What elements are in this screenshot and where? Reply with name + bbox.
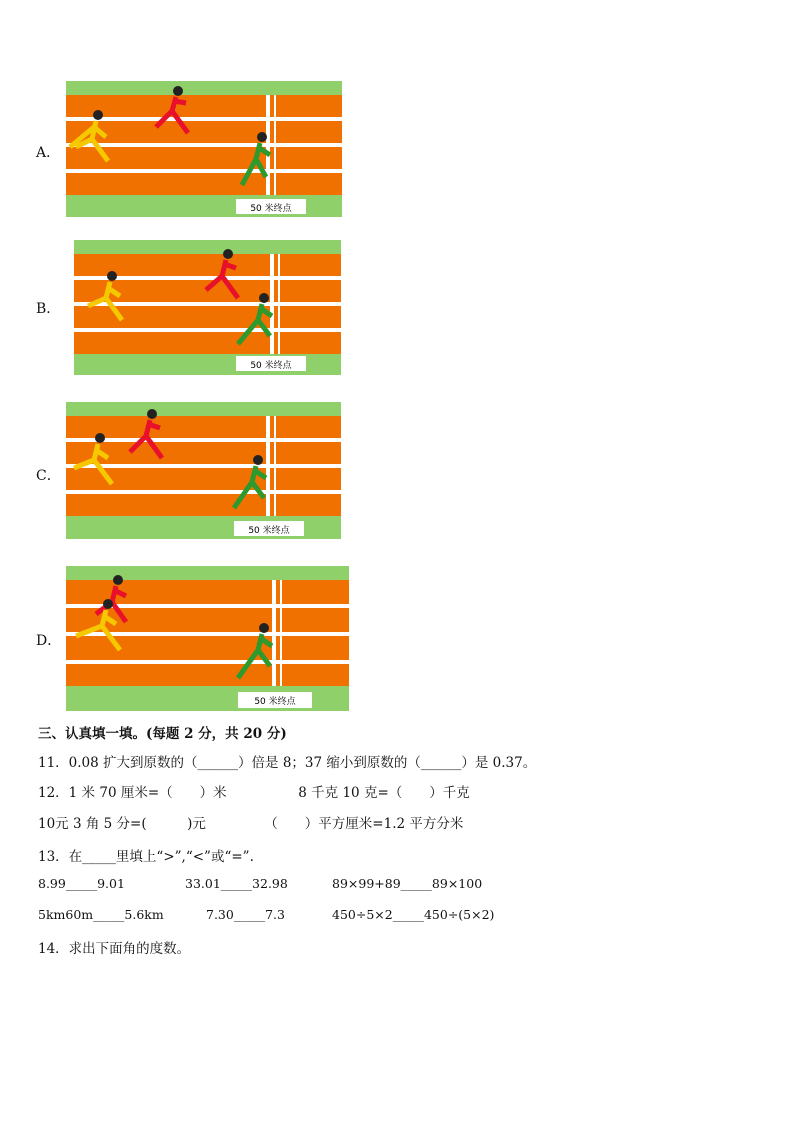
section-title: 三、认真填一填。(每题 2 分，共 20 分) — [38, 726, 287, 742]
finish-label-c: 50 米终点 — [248, 526, 290, 536]
question-11: 11．0.08 扩大到原数的（______）倍是 8；37 缩小到原数的（______）是 0.37。 — [38, 755, 537, 771]
compare-item: 33.01_____32.98 — [185, 876, 288, 891]
q12-kilogram-blank: 8 千克 10 克=（ ）千克 — [298, 785, 470, 801]
compare-item: 89×99+89_____89×100 — [332, 876, 483, 891]
question-13: 13．在_____里填上“>”,“<”或“=”. — [38, 849, 254, 865]
option-d-label: D． — [36, 633, 62, 649]
question-12-line-2 — [38, 812, 463, 832]
finish-label-a: 50 米终点 — [250, 204, 292, 214]
option-b-label: B． — [36, 301, 61, 317]
finish-label-b: 50 米终点 — [250, 361, 292, 371]
q12-area-blank: （ ）平方厘米=1.2 平方分米 — [264, 816, 464, 832]
q12-meter-blank: 12．1 米 70 厘米=（ ）米 — [38, 785, 227, 801]
compare-item: 7.30_____7.3 — [206, 907, 285, 922]
track-image-d — [66, 566, 349, 711]
compare-item: 8.99_____9.01 — [38, 876, 125, 891]
track-image-c — [66, 402, 341, 539]
question-12-line-1 — [38, 781, 470, 801]
track-image-a — [66, 81, 342, 217]
option-c-label: C． — [36, 468, 61, 484]
question-14: 14．求出下面角的度数。 — [38, 941, 191, 957]
finish-label-d: 50 米终点 — [254, 697, 296, 707]
q12-yuan-blank: 10元 3 角 5 分=( )元 — [38, 816, 206, 832]
compare-item: 450÷5×2_____450÷(5×2) — [332, 907, 495, 922]
option-a-label: A． — [36, 145, 61, 161]
compare-item: 5km60m_____5.6km — [38, 907, 164, 922]
track-image-b — [74, 240, 341, 375]
